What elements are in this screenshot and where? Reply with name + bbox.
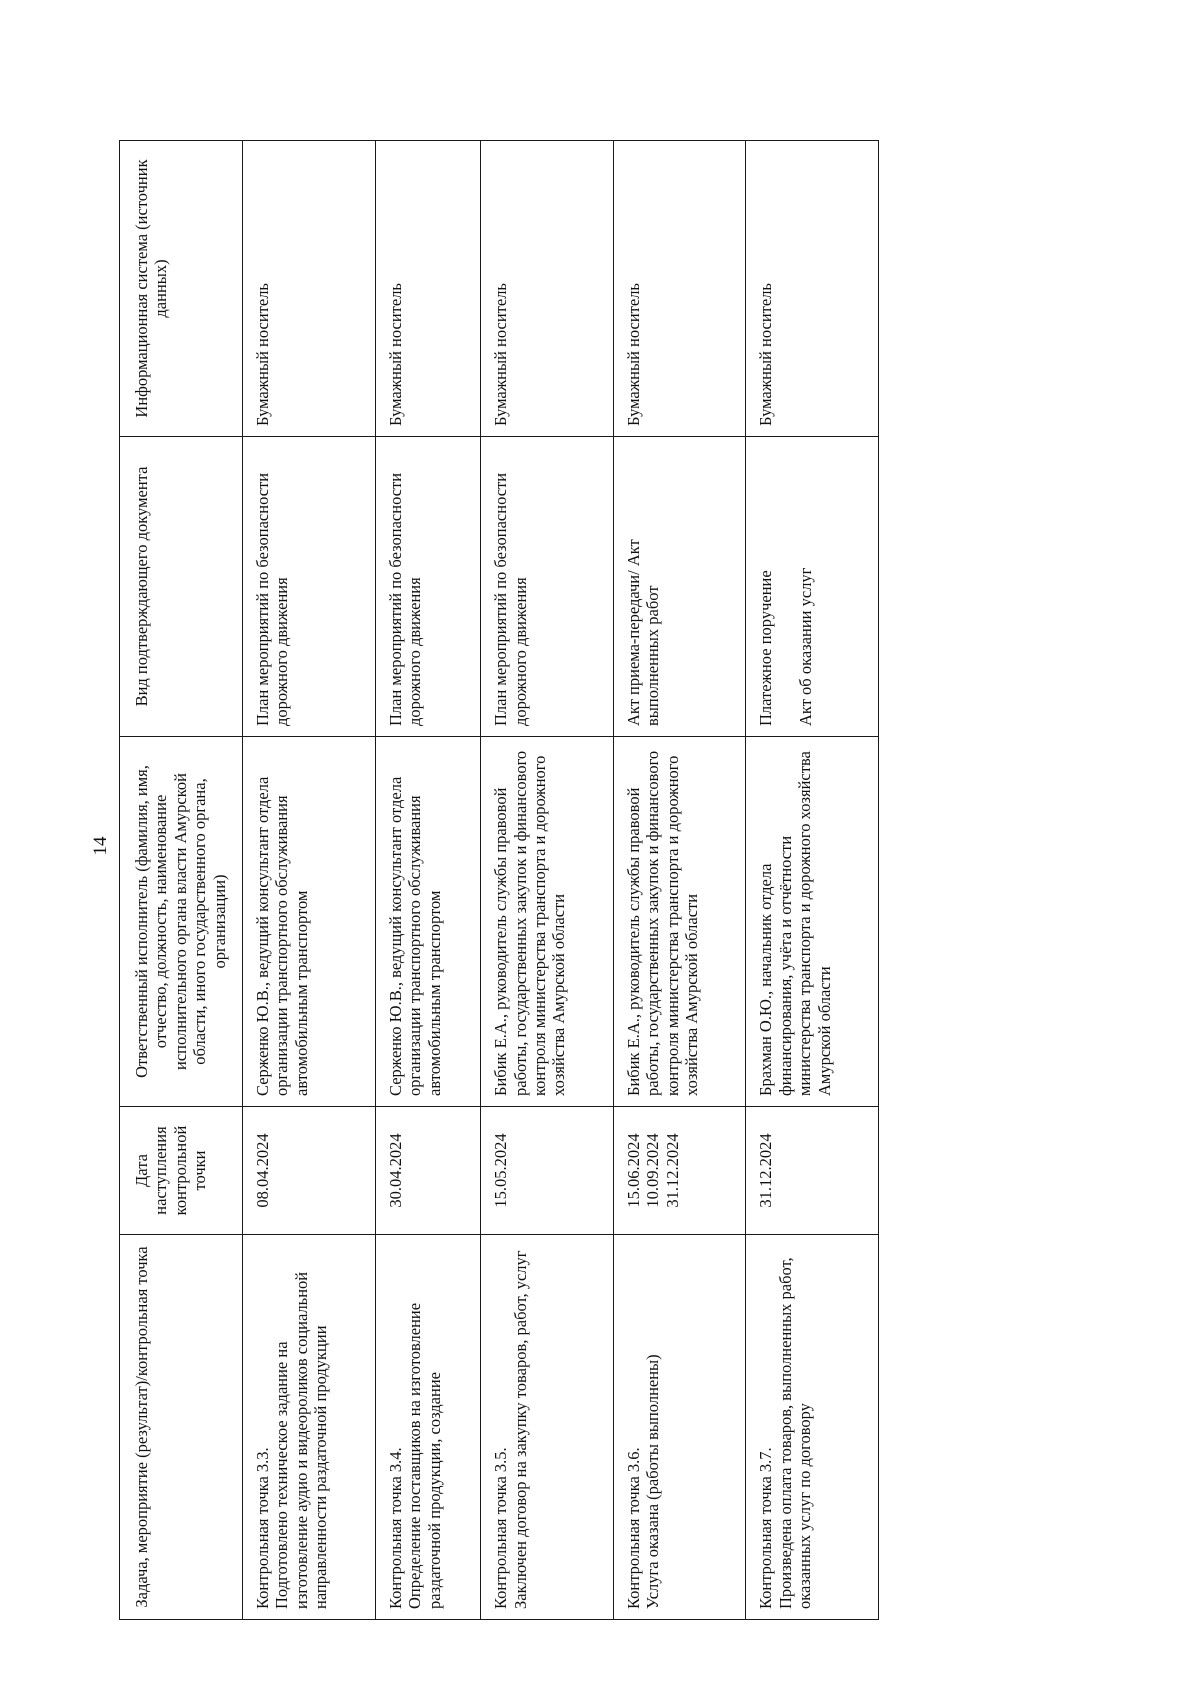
cell-date xyxy=(613,1107,746,1235)
cell-task xyxy=(243,1235,376,1620)
document-type: План мероприятий по безопасности дорожного движения xyxy=(491,472,530,726)
table-row xyxy=(613,141,746,1620)
cell-responsible: Бибик Е.А., руководитель службы правовой работы, государственных закупок и финансового контроля министерства транспорта и дорожного хозяйства Амурской области xyxy=(613,737,746,1107)
control-point-date: 08.04.2024 xyxy=(253,1133,272,1208)
cell-task xyxy=(375,1235,480,1620)
cell-system: Бумажный носитель xyxy=(613,141,746,437)
document-type: Акт приема-передачи/ Акт выполненных работ xyxy=(623,539,663,726)
cell-responsible: Бибик Е.А., руководитель службы правовой работы, государственных закупок и финансового контроля министерства транспорта и дорожного хозяйства Амурской области xyxy=(481,737,614,1107)
control-point-title: Контрольная точка 3.5. xyxy=(491,1447,511,1609)
header-system: Информационная система (источник данных) xyxy=(120,141,243,437)
spacer xyxy=(776,447,796,726)
table-header-row xyxy=(120,141,243,1620)
rotated-table-sheet xyxy=(119,140,879,1620)
cell-date xyxy=(746,1107,879,1235)
control-point-description: Подготовлено техническое задание на изготовление аудио и видеороликов социальной направленности раздаточной продукции xyxy=(272,1271,331,1609)
cell-system: Бумажный носитель xyxy=(481,141,614,437)
control-point-description: Определение поставщиков на изготовление раздаточной продукции, создание xyxy=(405,1302,444,1609)
table-row xyxy=(375,141,480,1620)
control-point-date: 31.12.2024 xyxy=(756,1133,776,1208)
cell-document xyxy=(613,437,746,737)
control-point-title: Контрольная точка 3.7. xyxy=(756,1447,776,1609)
cell-document xyxy=(375,437,480,737)
control-point-date: 15.05.2024 xyxy=(491,1133,511,1208)
cell-date xyxy=(243,1107,376,1235)
cell-system: Бумажный носитель xyxy=(375,141,480,437)
table-body xyxy=(243,141,879,1620)
table-row xyxy=(481,141,614,1620)
cell-responsible: Серженко Ю.В., ведущий консультант отдела организации транспортного обслуживания автомобильным транспортом xyxy=(243,737,376,1107)
header-date: Дата наступления контрольной точки xyxy=(120,1107,243,1235)
document-type: Платежное поручение xyxy=(756,570,776,726)
control-point-description: Заключен договор на закупку товаров, работ, услуг xyxy=(510,1250,530,1609)
cell-document xyxy=(481,437,614,737)
cell-document xyxy=(746,437,879,737)
control-point-description: Произведена оплата товаров, выполненных работ, оказанных услуг по договору xyxy=(775,1257,815,1609)
control-points-table xyxy=(119,140,879,1620)
header-responsible: Ответственный исполнитель (фамилия, имя, отчество, должность, наименование исполнительного органа власти Амурской области, иного государственного органа, организации) xyxy=(120,737,243,1107)
control-point-date: 31.12.2024 xyxy=(662,1133,682,1208)
document-type: План мероприятий по безопасности дорожного движения xyxy=(385,472,425,726)
cell-responsible: Брахман О.Ю., начальник отдела финансирования, учёта и отчётности министерства транспорта и дорожного хозяйства Амурской области xyxy=(746,737,879,1107)
table-row xyxy=(243,141,376,1620)
cell-task xyxy=(481,1235,614,1620)
control-point-date: 10.09.2024 xyxy=(643,1133,663,1208)
cell-system: Бумажный носитель xyxy=(243,141,376,437)
cell-system: Бумажный носитель xyxy=(746,141,879,437)
control-point-title: Контрольная точка 3.3. xyxy=(253,1447,272,1609)
table-row xyxy=(746,141,879,1620)
cell-document xyxy=(243,437,376,737)
control-point-date: 30.04.2024 xyxy=(385,1133,405,1208)
header-document: Вид подтверждающего документа xyxy=(120,437,243,737)
control-point-date: 15.06.2024 xyxy=(623,1133,643,1208)
control-point-title: Контрольная точка 3.6. xyxy=(623,1447,643,1609)
control-point-description: Услуга оказана (работы выполнены) xyxy=(643,1354,663,1609)
cell-task xyxy=(746,1235,879,1620)
cell-date xyxy=(375,1107,480,1235)
document-type: Акт об оказании услуг xyxy=(795,567,815,726)
header-task: Задача, мероприятие (результат)/контрольная точка xyxy=(120,1235,243,1620)
cell-responsible: Серженко Ю.В., ведущий консультант отдела организации транспортного обслуживания автомобильным транспортом xyxy=(375,737,480,1107)
control-point-title: Контрольная точка 3.4. xyxy=(385,1447,405,1609)
document-type: План мероприятий по безопасности дорожного движения xyxy=(253,472,292,726)
cell-task xyxy=(613,1235,746,1620)
page-number: 14 xyxy=(90,836,111,856)
cell-date xyxy=(481,1107,614,1235)
